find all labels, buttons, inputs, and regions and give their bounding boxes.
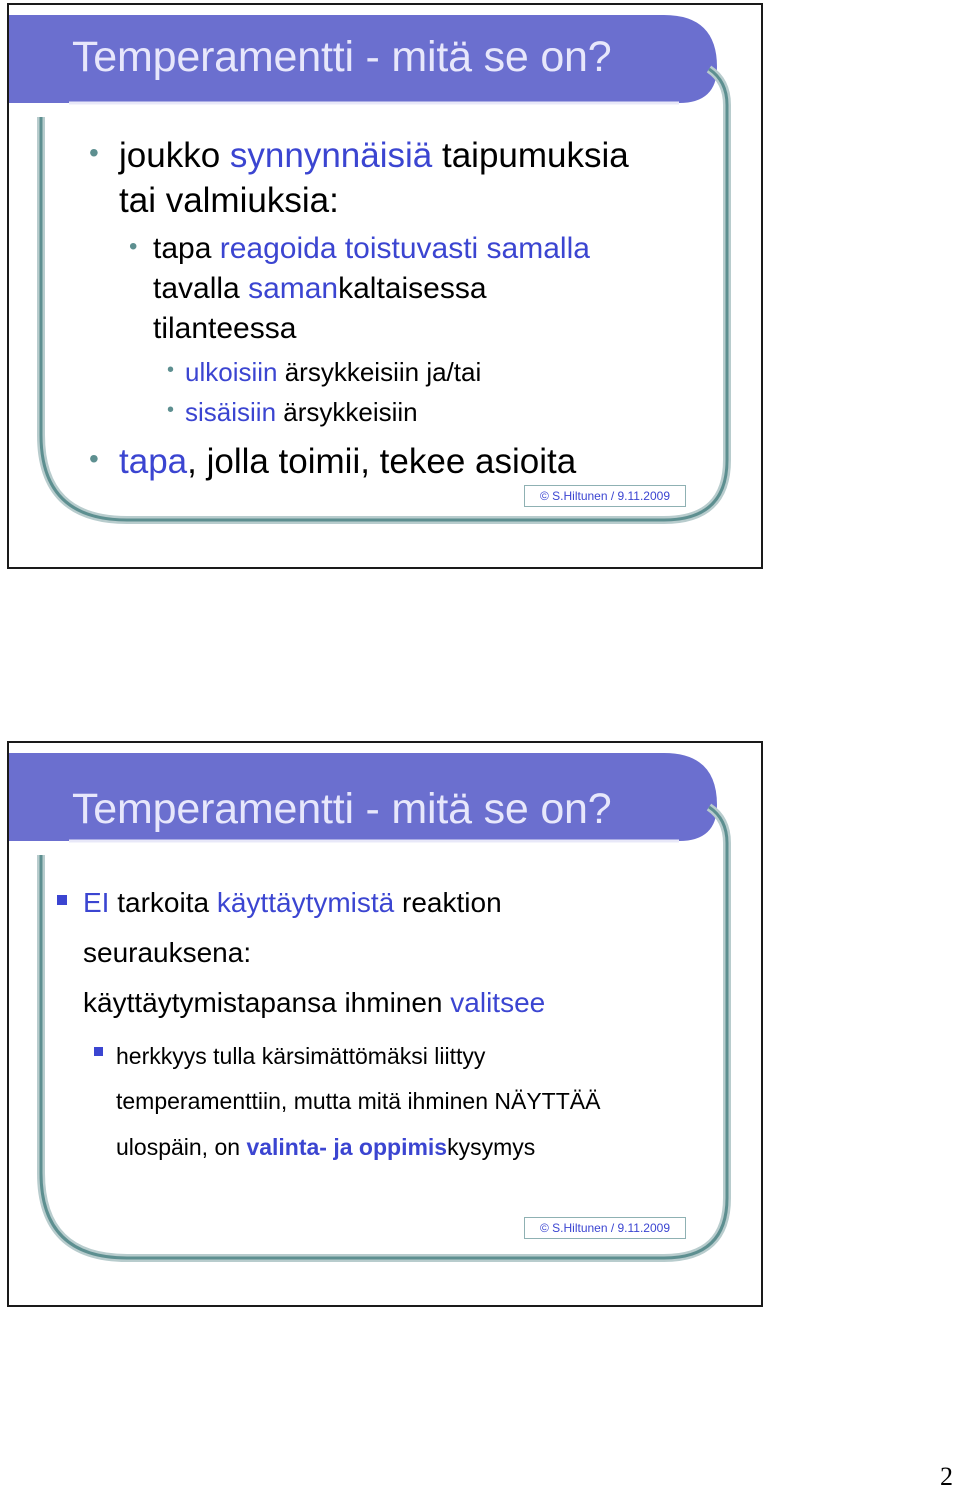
- slide-2-sub-line-2: temperamenttiin, mutta mitä ihminen NÄYTTÄÄ: [116, 1088, 601, 1114]
- bullet-dot-icon: •: [167, 359, 175, 381]
- slide-1-bullet-1-line-1: joukko synnynnäisiä taipumuksia: [119, 136, 629, 175]
- slide-2-bullet-1-line-2: seurauksena:: [83, 937, 252, 968]
- slide-2-title: Temperamentti - mitä se on?: [72, 785, 612, 833]
- slide-2-bullet-1-line-1: EI tarkoita käyttäytymistä reaktion: [83, 887, 502, 918]
- slide-1-bullet-2: tapa, jolla toimii, tekee asioita: [119, 442, 577, 481]
- slide-1-subsub-2: sisäisiin ärsykkeisiin: [185, 397, 418, 427]
- slide-1-bullet-1-line-2: tai valmiuksia:: [119, 181, 339, 220]
- square-bullet-icon: [57, 895, 67, 905]
- slide-2-sub-line-1: herkkyys tulla kärsimättömäksi liittyy: [116, 1043, 486, 1069]
- page-number: 2: [940, 1462, 953, 1491]
- slide-1-sub-line-3: tilanteessa: [153, 312, 297, 345]
- slide-2-footer: © S.Hiltunen / 9.11.2009: [524, 1217, 686, 1239]
- bullet-dot-icon: •: [89, 443, 99, 474]
- bullet-dot-icon: •: [89, 137, 99, 168]
- square-bullet-icon: [94, 1047, 103, 1056]
- slide-2-bullet-1-line-3: käyttäytymistapansa ihminen valitsee: [83, 987, 546, 1018]
- bullet-dot-icon: •: [167, 399, 175, 421]
- slide-1-subsub-1: ulkoisiin ärsykkeisiin ja/tai: [185, 357, 482, 387]
- slide-1: [7, 3, 763, 569]
- slide-1-sub-line-2: tavalla samankaltaisessa: [153, 272, 487, 305]
- slide-2-sub-line-3: ulospäin, on valinta- ja oppimiskysymys: [116, 1134, 536, 1160]
- slide-1-footer: © S.Hiltunen / 9.11.2009: [524, 485, 686, 507]
- slide-1-sub-line-1: tapa reagoida toistuvasti samalla: [153, 232, 590, 265]
- slide-1-title: Temperamentti - mitä se on?: [72, 33, 612, 81]
- bullet-dot-icon: •: [129, 233, 138, 260]
- slide-2: [7, 741, 763, 1307]
